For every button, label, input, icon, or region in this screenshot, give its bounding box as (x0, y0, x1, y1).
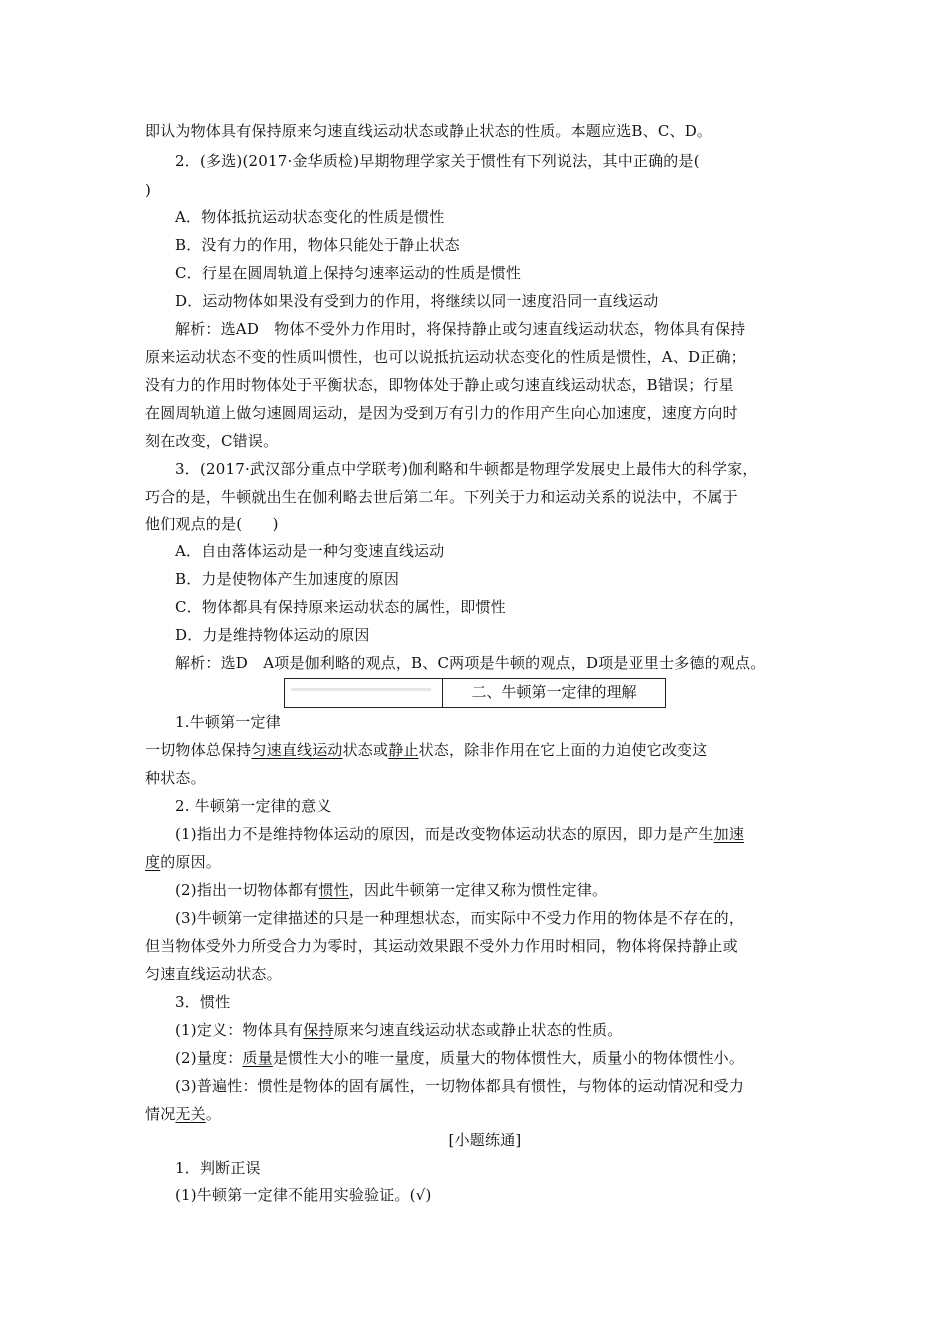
question-3-analysis: 解析：选D A项是伽利略的观点，B、C两项是牛顿的观点，D项是亚里士多德的观点。 (175, 654, 766, 672)
section-header-left-cell (285, 679, 443, 707)
question-2-option-b: B．没有力的作用，物体只能处于静止状态 (175, 236, 460, 254)
underlined-term: 无关 (175, 1105, 206, 1123)
question-2-option-c: C．行星在圆周轨道上保持匀速率运动的性质是惯性 (175, 264, 522, 282)
paragraph-conclusion: 即认为物体具有保持原来匀速直线运动状态或静止状态的性质。本题应选B、C、D。 (145, 122, 713, 140)
law-heading: 1.牛顿第一定律 (175, 713, 281, 731)
text-run: 是惯性大小的唯一量度，质量大的物体惯性大，质量小的物体惯性小。 (272, 1049, 745, 1067)
inertia-universality-cont (145, 1104, 825, 1124)
underlined-term: 静止 (388, 741, 419, 759)
meaning-item-3-cont: 但当物体受外力所受合力为零时，其运动效果跟不受外力作用时相同，物体将保持静止或 (145, 937, 738, 955)
question-3-option-d: D．力是维持物体运动的原因 (175, 626, 370, 644)
question-2-stem: 2．(多选)(2017·金华质检)早期物理学家关于惯性有下列说法，其中正确的是( (175, 152, 700, 170)
question-3-stem: 巧合的是，牛顿就出生在伽利略去世后第二年。下列关于力和运动关系的说法中，不属于 (145, 488, 738, 506)
text-run: ，因此牛顿第一定律又称为惯性定律。 (348, 881, 608, 899)
text-run: (1)指出力不是维持物体运动的原因，而是改变物体运动状态的原因，即力是产生 (175, 825, 714, 843)
question-3-stem: 3．(2017·武汉部分重点中学联考)伽利略和牛顿都是物理学发展史上最伟大的科学家， (175, 460, 758, 478)
question-2-analysis-line: 解析：选AD 物体不受外力作用时，将保持静止或匀速直线运动状态，物体具有保持 (175, 320, 746, 338)
meaning-item-1-cont (145, 852, 825, 872)
underlined-term: 惯性 (318, 881, 349, 899)
meaning-heading: 2. 牛顿第一定律的意义 (175, 797, 332, 815)
question-3-option-b: B．力是使物体产生加速度的原因 (175, 570, 400, 588)
meaning-item-3: (3)牛顿第一定律描述的只是一种理想状态，而实际中不受力作用的物体是不存在的， (175, 909, 745, 927)
question-2-analysis-line: 没有力的作用时物体处于平衡状态，即物体处于静止或匀速直线运动状态，B错误；行星 (145, 376, 734, 394)
underlined-term: 度 (145, 853, 161, 871)
meaning-item-3-cont: 匀速直线运动状态。 (145, 965, 282, 983)
section-header-shading (291, 688, 431, 691)
question-3-stem: 他们观点的是( ) (145, 515, 279, 533)
inertia-heading: 3．惯性 (175, 993, 231, 1011)
underlined-term: 质量 (242, 1049, 273, 1067)
law-statement-cont: 种状态。 (145, 769, 206, 787)
text-run: 状态或 (342, 741, 389, 759)
question-3-option-a: A．自由落体运动是一种匀变速直线运动 (175, 542, 445, 560)
question-3-option-c: C．物体都具有保持原来运动状态的属性，即惯性 (175, 598, 506, 616)
text-run: 一切物体总保持 (145, 741, 252, 759)
underlined-term: 匀速直线运动 (251, 741, 343, 759)
text-run: (2)指出一切物体都有 (175, 881, 319, 899)
practice-title: [小题练通] (448, 1131, 522, 1149)
inertia-universality: (3)普遍性：惯性是物体的固有属性，一切物体都具有惯性，与物体的运动情况和受力 (175, 1077, 745, 1095)
text-run: 原来匀速直线运动状态或静止状态的性质。 (333, 1021, 623, 1039)
meaning-item-1 (175, 824, 825, 844)
text-run: 情况 (145, 1105, 176, 1123)
section-header-box (284, 678, 666, 708)
underlined-term: 保持 (303, 1021, 334, 1039)
question-2-stem-cont: ) (145, 181, 152, 199)
section-title: 二、牛顿第一定律的理解 (471, 683, 637, 701)
question-2-option-d: D．运动物体如果没有受到力的作用，将继续以同一速度沿同一直线运动 (175, 292, 659, 310)
text-run: (1)定义：物体具有 (175, 1021, 304, 1039)
practice-item-1: (1)牛顿第一定律不能用实验验证。(√) (175, 1186, 432, 1204)
question-2-analysis-line: 在圆周轨道上做匀速圆周运动，是因为受到万有引力的作用产生向心加速度，速度方向时 (145, 404, 738, 422)
law-statement (145, 740, 825, 760)
question-2-option-a: A．物体抵抗运动状态变化的性质是惯性 (175, 208, 445, 226)
question-2-analysis-line: 刻在改变，C错误。 (145, 432, 279, 450)
text-run: (2)量度： (175, 1049, 243, 1067)
text-run: 的原因。 (160, 853, 222, 871)
inertia-definition (175, 1020, 825, 1040)
inertia-measure (175, 1048, 825, 1068)
text-run: 状态，除非作用在它上面的力迫使它改变这 (418, 741, 708, 759)
text-run: 。 (205, 1105, 222, 1123)
question-2-analysis-line: 原来运动状态不变的性质叫惯性，也可以说抵抗运动状态变化的性质是惯性，A、D正确； (145, 348, 746, 366)
practice-question-1: 1．判断正误 (175, 1159, 261, 1177)
underlined-term: 加速 (713, 825, 745, 843)
meaning-item-2 (175, 880, 825, 900)
